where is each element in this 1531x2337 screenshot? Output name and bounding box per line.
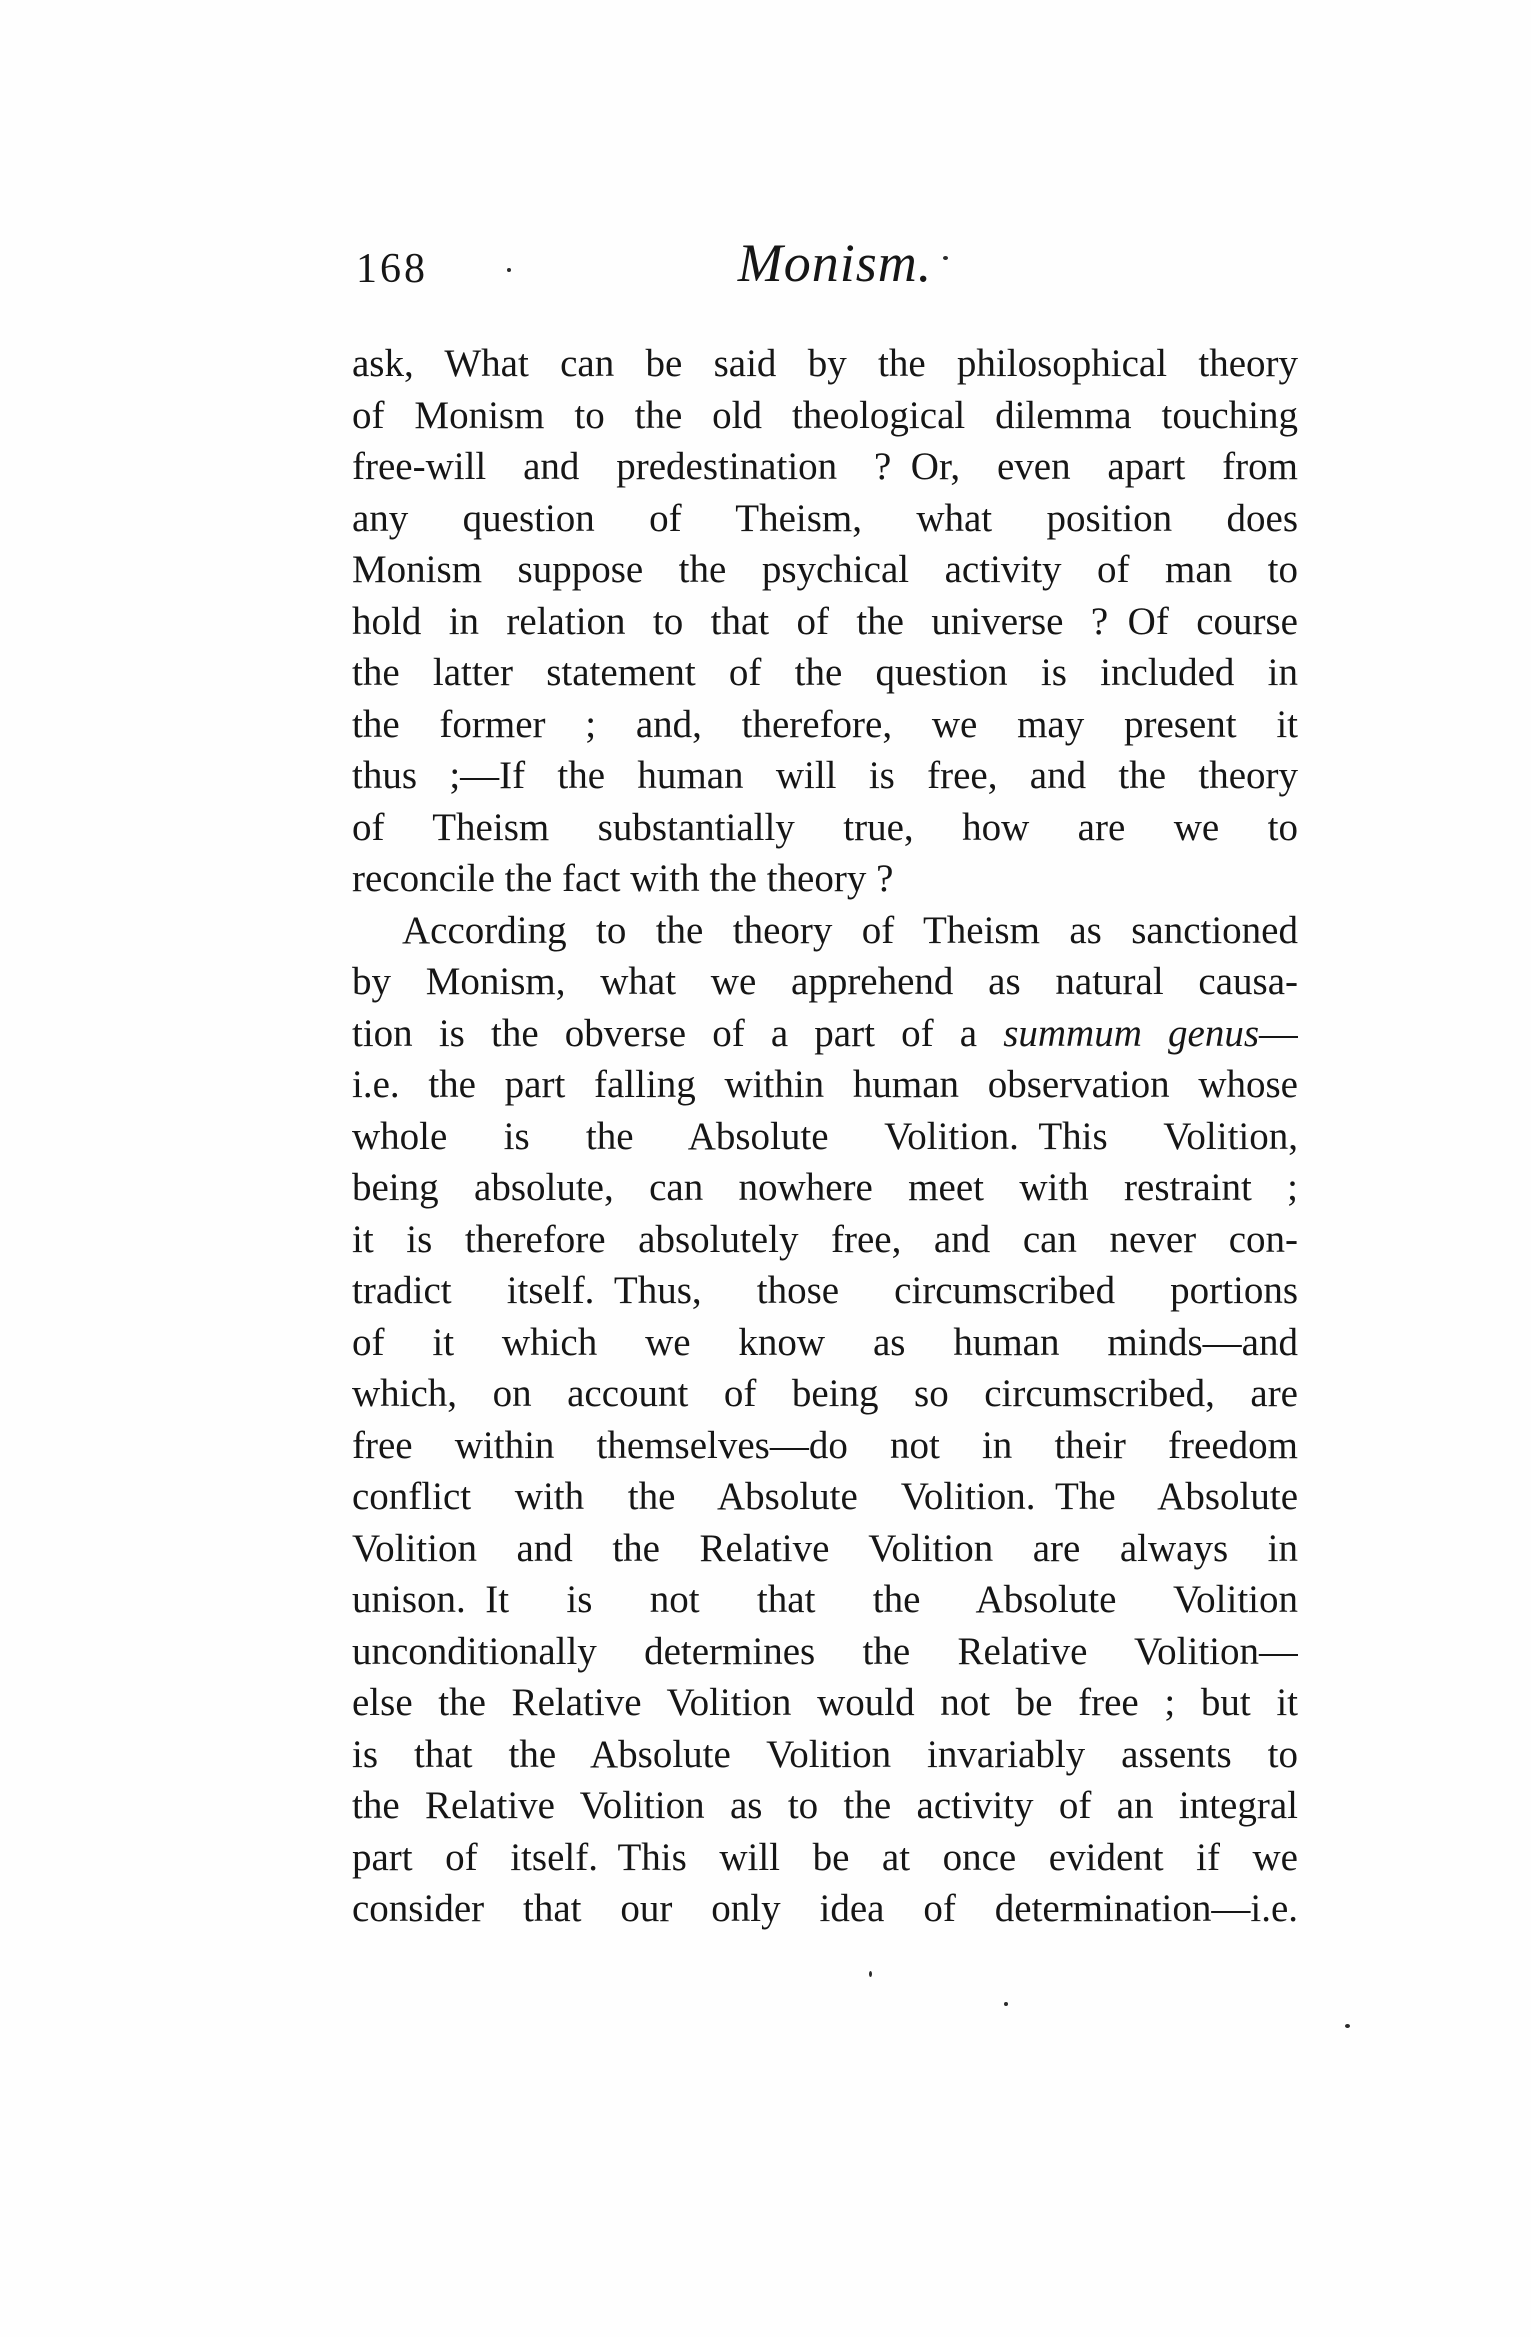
body-text — [352, 338, 1298, 1935]
text-line: ask, What can be said by the philosophical theory — [352, 342, 1298, 385]
text-line: of Theism substantially true, how are we to — [352, 805, 1298, 849]
text-line: Monism suppose the psychical activity of man to — [352, 548, 1298, 591]
text-line: of Monism to the old theological dilemma touching — [352, 393, 1298, 437]
text-line: by Monism, what we apprehend as natural causa- — [352, 960, 1298, 1003]
text-line: is that the Absolute Volition invariably assents to — [352, 1732, 1298, 1776]
text-line: any question of Theism, what position does — [352, 496, 1298, 540]
latin-phrase: summum genus — [1003, 1011, 1259, 1055]
scan-speck — [507, 268, 511, 272]
text-line: else the Relative Volition would not be free ; but it — [352, 1681, 1298, 1724]
text-segment: tion is the obverse of a part of a — [352, 1011, 1004, 1055]
text-line: i.e. the part falling within human observation whose — [352, 1063, 1298, 1106]
text-line: unison. It is not that the Absolute Volition — [352, 1578, 1298, 1621]
text-line: of it which we know as human minds—and — [352, 1320, 1298, 1364]
text-line: whole is the Absolute Volition. This Volition, — [352, 1114, 1298, 1158]
text-line: it is therefore absolutely free, and can never con- — [352, 1217, 1298, 1261]
text-line: unconditionally determines the Relative Volition— — [352, 1629, 1298, 1673]
text-line: hold in relation to that of the universe ? Of course — [352, 599, 1298, 643]
text-line: being absolute, can nowhere meet with restraint ; — [352, 1166, 1298, 1209]
text-line: free-will and predestination ? Or, even apart from — [352, 445, 1298, 488]
text-line: consider that our only idea of determination—i.e. — [352, 1887, 1298, 1930]
text-line: free within themselves—do not in their freedom — [352, 1423, 1298, 1467]
scan-speck — [1345, 2024, 1350, 2028]
text-line: thus ;—If the human will is free, and the theory — [352, 754, 1298, 797]
scan-speck — [869, 1971, 872, 1977]
text-line — [352, 1008, 1298, 1060]
running-title: Monism. — [737, 233, 933, 293]
scan-speck — [943, 256, 948, 260]
text-line: the latter statement of the question is included in — [352, 651, 1298, 694]
text-line: the Relative Volition as to the activity of an integral — [352, 1784, 1298, 1827]
text-line: part of itself. This will be at once evident if we — [352, 1835, 1298, 1879]
scan-speck — [1004, 2002, 1008, 2006]
text-line: which, on account of being so circumscribed, are — [352, 1372, 1298, 1415]
text-line: tradict itself. Thus, those circumscribed portions — [352, 1269, 1298, 1312]
text-line: Volition and the Relative Volition are always in — [352, 1526, 1298, 1570]
text-line: the former ; and, therefore, we may present it — [352, 702, 1298, 746]
text-line: conflict with the Absolute Volition. The Absolute — [352, 1475, 1298, 1518]
text-line: reconcile the fact with the theory ? — [352, 857, 894, 900]
page-number: 168 — [356, 246, 428, 292]
text-line: According to the theory of Theism as sanctioned — [402, 908, 1298, 952]
text-segment: — — [1259, 1011, 1298, 1055]
